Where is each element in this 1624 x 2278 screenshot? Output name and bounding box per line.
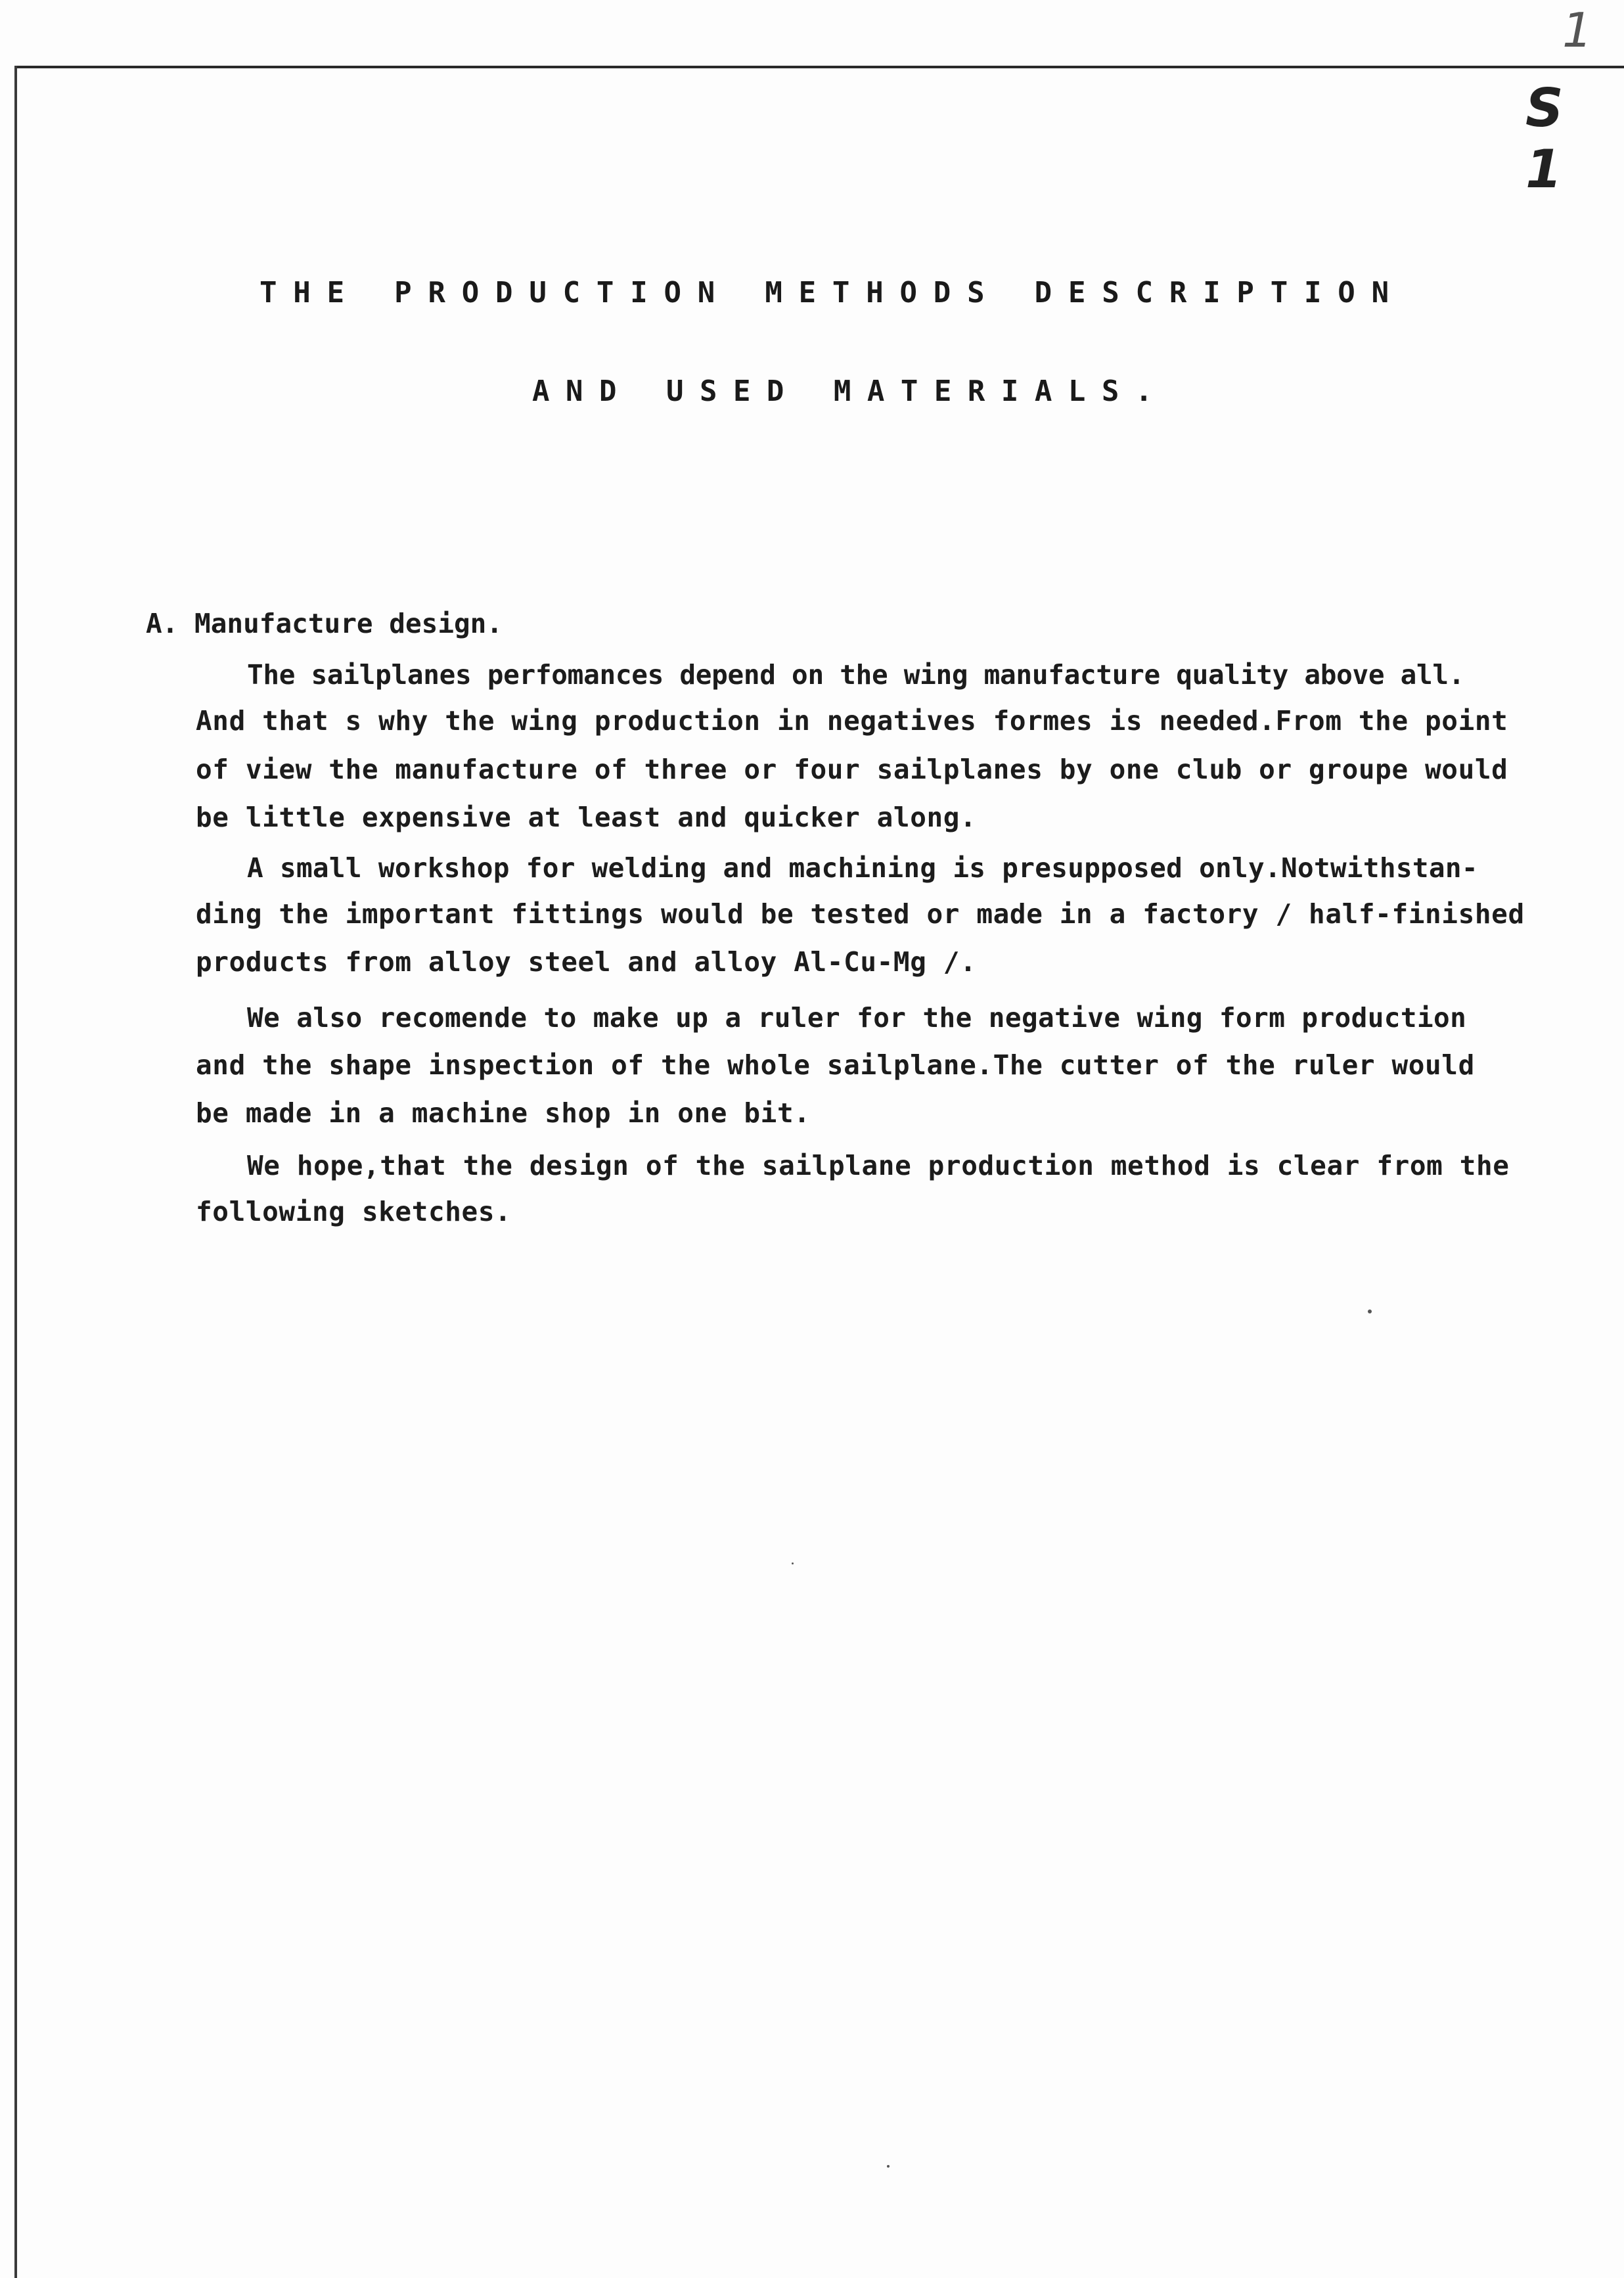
paragraph-line: We also recomende to make up a ruler for the negative wing form production — [247, 1002, 1467, 1034]
paper-speck — [792, 1562, 794, 1564]
paragraph-line: And that s why the wing production in negatives formes is needed.From the point — [196, 705, 1508, 737]
sheet-label: S 1 — [1525, 78, 1573, 200]
handwritten-page-number: 1 — [1562, 3, 1592, 58]
paragraph-line: A small workshop for welding and machining is presupposed only.Notwithstan- — [247, 852, 1478, 884]
top-border-line — [14, 66, 1624, 68]
paragraph-line: following sketches. — [196, 1196, 512, 1227]
paragraph-line: of view the manufacture of three or four sailplanes by one club or groupe would — [196, 754, 1508, 785]
paragraph-line: ding the important fittings would be tested or made in a factory / half-finished — [196, 898, 1525, 930]
paragraph-line: products from alloy steel and alloy Al-Cu-Mg /. — [196, 946, 977, 978]
document-title-line-1: THE PRODUCTION METHODS DESCRIPTION — [259, 276, 1405, 309]
paragraph-line: be made in a machine shop in one bit. — [196, 1097, 811, 1129]
document-title-line-2: AND USED MATERIALS. — [532, 375, 1169, 408]
paragraph-line: The sailplanes perfomances depend on the wing manufacture quality above all. — [247, 659, 1465, 691]
paragraph-line: We hope,that the design of the sailplane production method is clear from the — [247, 1150, 1510, 1181]
left-border-line — [14, 66, 17, 2278]
paper-speck — [887, 2165, 890, 2168]
paragraph-line: and the shape inspection of the whole sailplane.The cutter of the ruler would — [196, 1049, 1475, 1081]
section-heading: A. Manufacture design. — [146, 608, 503, 639]
paragraph-line: be little expensive at least and quicker along. — [196, 802, 977, 833]
paper-speck — [1368, 1310, 1372, 1313]
